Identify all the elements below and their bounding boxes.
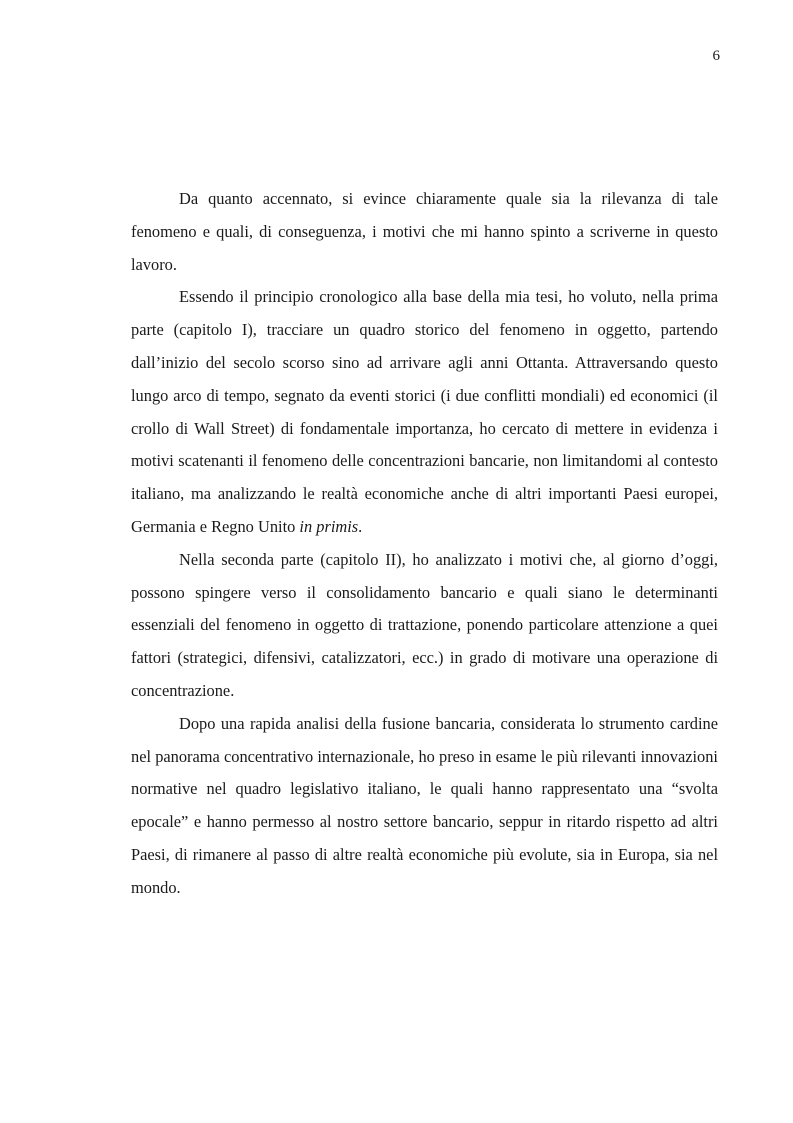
paragraph-2-emphasis: in primis bbox=[299, 516, 359, 536]
paragraph-4: Dopo una rapida analisi della fusione bancaria, considerata lo strumento cardine nel panorama concentrativo internazionale, ho preso in esame le più rilevanti innovazioni normative nel quadro legislativo italiano, le quali hanno rappresentato una “svolta epocale” e hanno permesso al nostro settore bancario, seppur in ritardo rispetto ad altri Paesi, di rimanere al passo di altre realtà economiche più evolute, sia in Europa, sia nel mondo. bbox=[131, 713, 718, 897]
page-number: 6 bbox=[712, 48, 720, 64]
paragraph-2-end: . bbox=[358, 516, 363, 536]
paragraph-2-text: Essendo il principio cronologico alla base della mia tesi, ho voluto, nella prima parte (capitolo I), tracciare un quadro storico del fenomeno in oggetto, partendo dall’inizio del secolo scorso sino ad arrivare agli anni Ottanta. Attraversando questo lungo arco di tempo, segnato da eventi storici (i due conflitti mondiali) ed economici (il crollo di Wall Street) di fondamentale importanza, ho cercato di mettere in evidenza i motivi scatenanti il fenomeno delle concentrazioni bancarie, non limitandomi al contesto italiano, ma analizzando le realtà economiche anche di altri importanti Paesi europei, Germania e Regno Unito bbox=[131, 287, 718, 536]
paragraph-2 bbox=[131, 281, 718, 543]
document-body bbox=[131, 183, 718, 905]
paragraph-3: Nella seconda parte (capitolo II), ho analizzato i motivi che, al giorno d’oggi, possono spingere verso il consolidamento bancario e quali siano le determinanti essenziali del fenomeno in oggetto di trattazione, ponendo particolare attenzione a quei fattori (strategici, difensivi, catalizzatori, ecc.) in grado di motivare una operazione di concentrazione. bbox=[131, 549, 718, 700]
paragraph-1: Da quanto accennato, si evince chiaramente quale sia la rilevanza di tale fenomeno e quali, di conseguenza, i motivi che mi hanno spinto a scriverne in questo lavoro. bbox=[131, 189, 718, 274]
